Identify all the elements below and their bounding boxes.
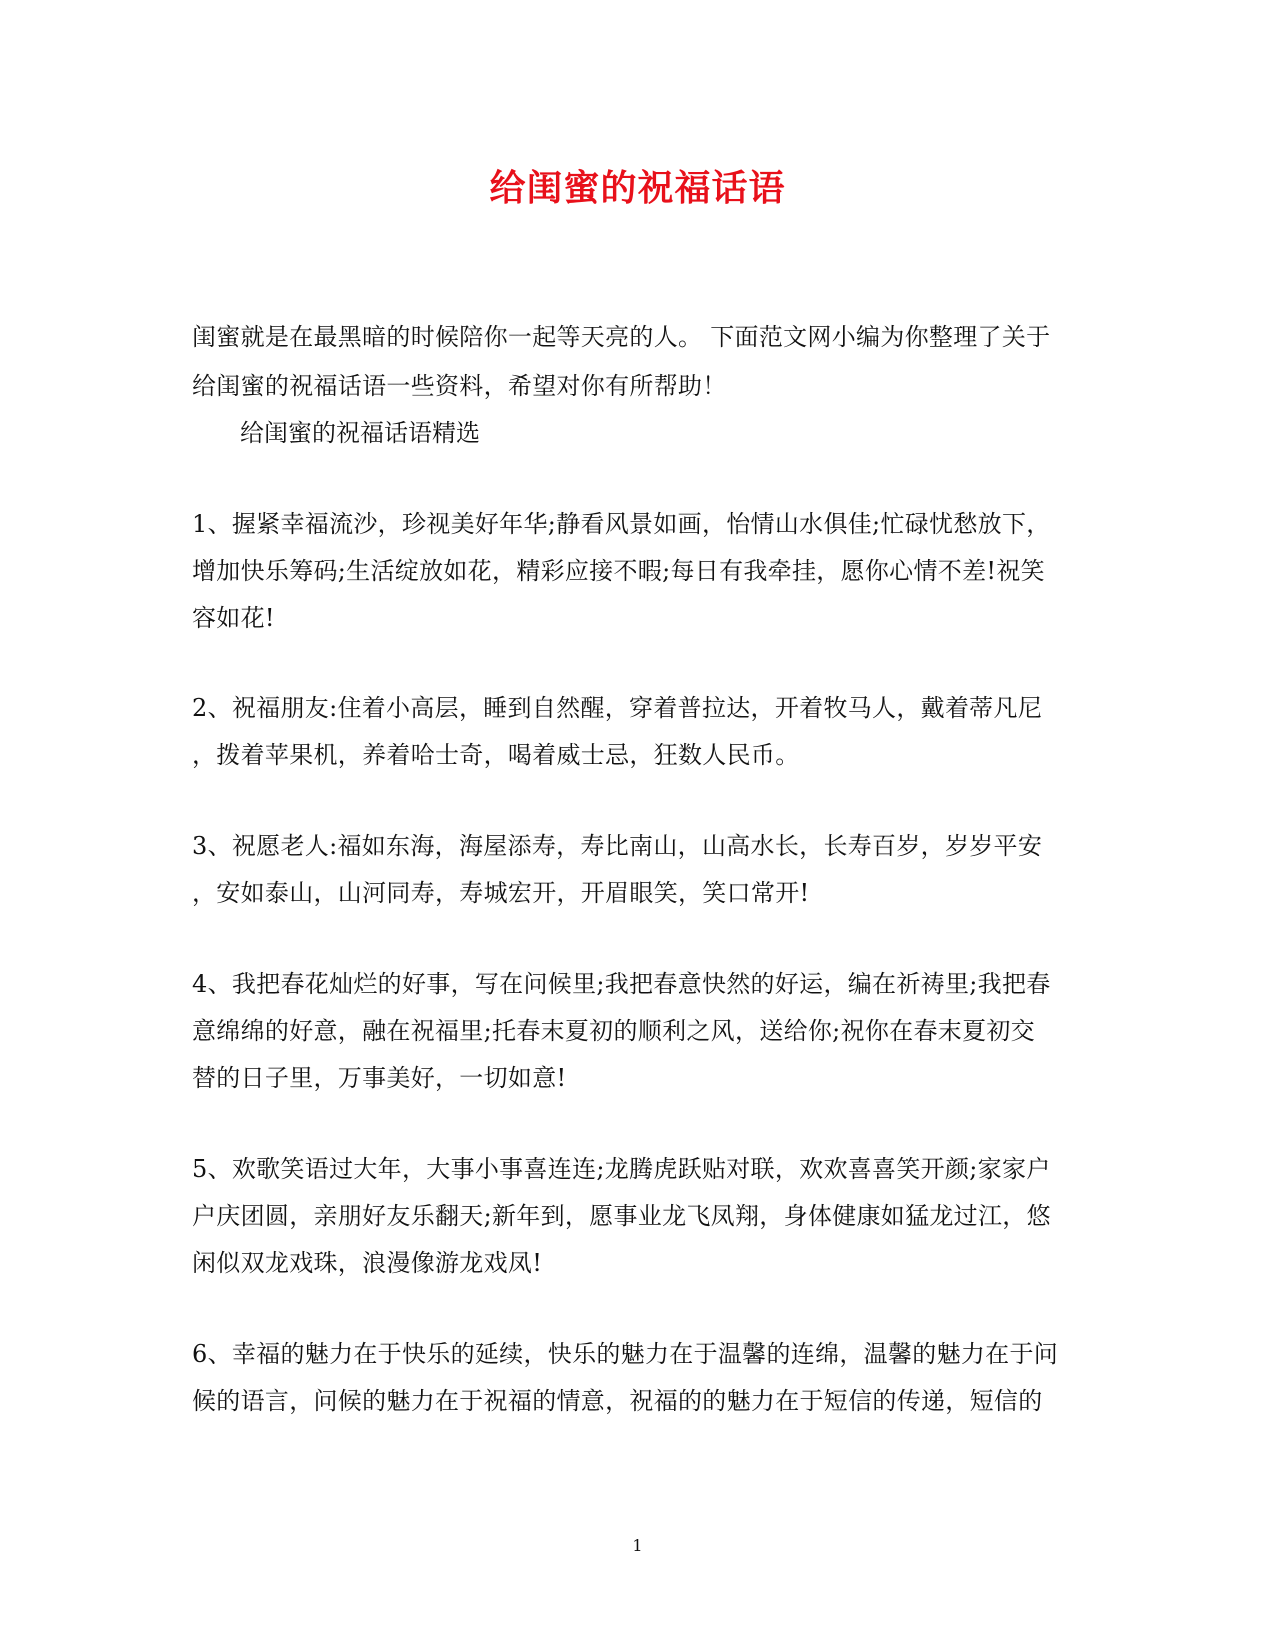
- item-5-line-2: 户庆团圆，亲朋好友乐翻天;新年到，愿事业龙飞凤翔，身体健康如猛龙过江，悠: [192, 1202, 1051, 1230]
- item-5-line-1: 5、欢歌笑语过大年，大事小事喜连连;龙腾虎跃贴对联，欢欢喜喜笑开颜;家家户: [192, 1155, 1051, 1183]
- item-6-line-2: 候的语言，问候的魅力在于祝福的情意，祝福的的魅力在于短信的传递，短信的: [192, 1387, 1043, 1415]
- item-4-line-1: 4、我把春花灿烂的好事，写在问候里;我把春意快然的好运，编在祈祷里;我把春: [192, 970, 1051, 998]
- document-title: 给闺蜜的祝福话语: [489, 167, 786, 209]
- intro-line-1: 闺蜜就是在最黑暗的时候陪你一起等天亮的人。 下面范文网小编为你整理了关于: [192, 323, 1051, 351]
- item-1-line-2: 增加快乐筹码;生活绽放如花，精彩应接不暇;每日有我牵挂，愿你心情不差!祝笑: [192, 557, 1045, 585]
- page-number: 1: [632, 1536, 643, 1555]
- item-4-line-3: 替的日子里，万事美好，一切如意!: [192, 1064, 567, 1092]
- item-1-line-1: 1、握紧幸福流沙，珍视美好年华;静看风景如画，怡情山水俱佳;忙碌忧愁放下，: [192, 510, 1051, 538]
- item-3-line-1: 3、祝愿老人:福如东海，海屋添寿，寿比南山，山高水长，长寿百岁，岁岁平安: [192, 832, 1043, 860]
- item-3-line-2: ，安如泰山，山河同寿，寿城宏开，开眉眼笑，笑口常开!: [192, 879, 810, 907]
- section-subheading: 给闺蜜的祝福话语精选: [240, 419, 480, 447]
- item-1-line-3: 容如花!: [192, 604, 275, 632]
- item-6-line-1: 6、幸福的魅力在于快乐的延续，快乐的魅力在于温馨的连绵，温馨的魅力在于问: [192, 1340, 1059, 1368]
- item-2-line-1: 2、祝福朋友:住着小高层，睡到自然醒，穿着普拉达，开着牧马人，戴着蒂凡尼: [192, 694, 1043, 722]
- item-4-line-2: 意绵绵的好意，融在祝福里;托春末夏初的顺利之风，送给你;祝你在春末夏初交: [192, 1017, 1035, 1045]
- intro-line-2: 给闺蜜的祝福话语一些资料，希望对你有所帮助！: [192, 372, 727, 400]
- item-5-line-3: 闲似双龙戏珠，浪漫像游龙戏凤!: [192, 1249, 543, 1277]
- item-2-line-2: ，拨着苹果机，养着哈士奇，喝着威士忌，狂数人民币。: [192, 741, 800, 769]
